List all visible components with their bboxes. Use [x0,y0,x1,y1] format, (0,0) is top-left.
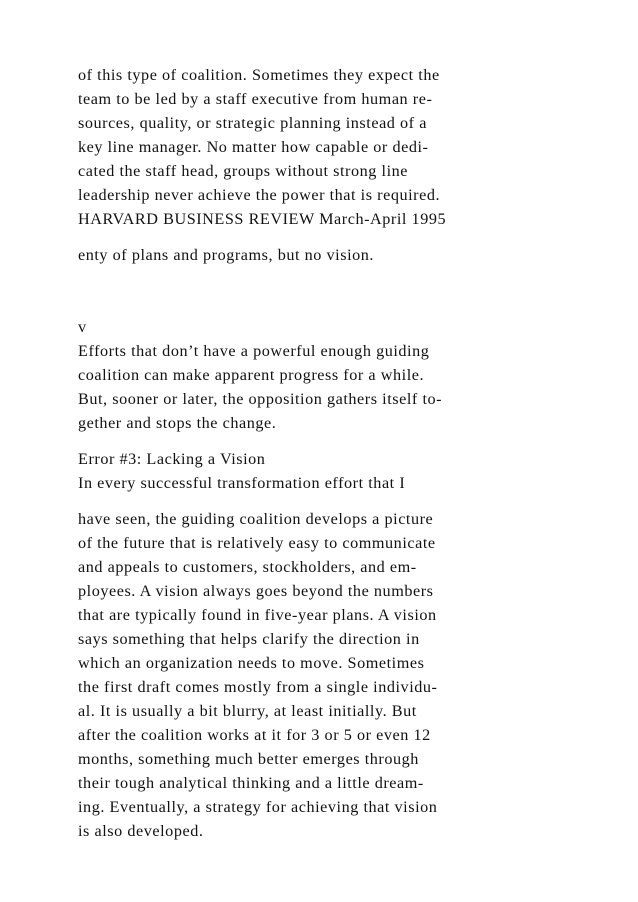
text-line: is also developed. [78,822,204,840]
text-line: enty of plans and programs, but no vision. [78,246,375,264]
text-line: Efforts that don’t have a powerful enough guiding [78,342,430,360]
text-line: cated the staff head, groups without strong line [78,162,408,180]
text-line: In every successful transformation effort that I [78,474,406,492]
text-line: months, something much better emerges through [78,750,419,768]
text-line: their tough analytical thinking and a little dream- [78,774,424,792]
text-line: which an organization needs to move. Sometimes [78,654,425,672]
text-line: ing. Eventually, a strategy for achieving that vision [78,798,438,816]
text-line: that are typically found in five-year plans. A vision [78,606,437,624]
text-line: team to be led by a staff executive from human re- [78,90,433,108]
text-line: key line manager. No matter how capable or dedi- [78,138,429,156]
text-line: of this type of coalition. Sometimes they expect the [78,66,440,84]
text-line: the first draft comes mostly from a single individu- [78,678,438,696]
text-line: coalition can make apparent progress for a while. [78,366,425,384]
journal-footer: HARVARD BUSINESS REVIEW March-April 1995 [78,210,447,228]
section-heading: Error #3: Lacking a Vision [78,450,266,468]
text-line: leadership never achieve the power that is required. [78,186,441,204]
text-line: ployees. A vision always goes beyond the numbers [78,582,434,600]
text-line: But, sooner or later, the opposition gathers itself to- [78,390,443,408]
text-line: and appeals to customers, stockholders, and em- [78,558,417,576]
text-line: says something that helps clarify the direction in [78,630,420,648]
text-line: after the coalition works at it for 3 or 5 or even 12 [78,726,431,744]
text-line: have seen, the guiding coalition develops a picture [78,510,434,528]
text-line: al. It is usually a bit blurry, at least initially. But [78,702,417,720]
stray-character: v [78,318,87,336]
text-line: sources, quality, or strategic planning instead of a [78,114,427,132]
text-line: gether and stops the change. [78,414,277,432]
text-line: of the future that is relatively easy to communicate [78,534,436,552]
